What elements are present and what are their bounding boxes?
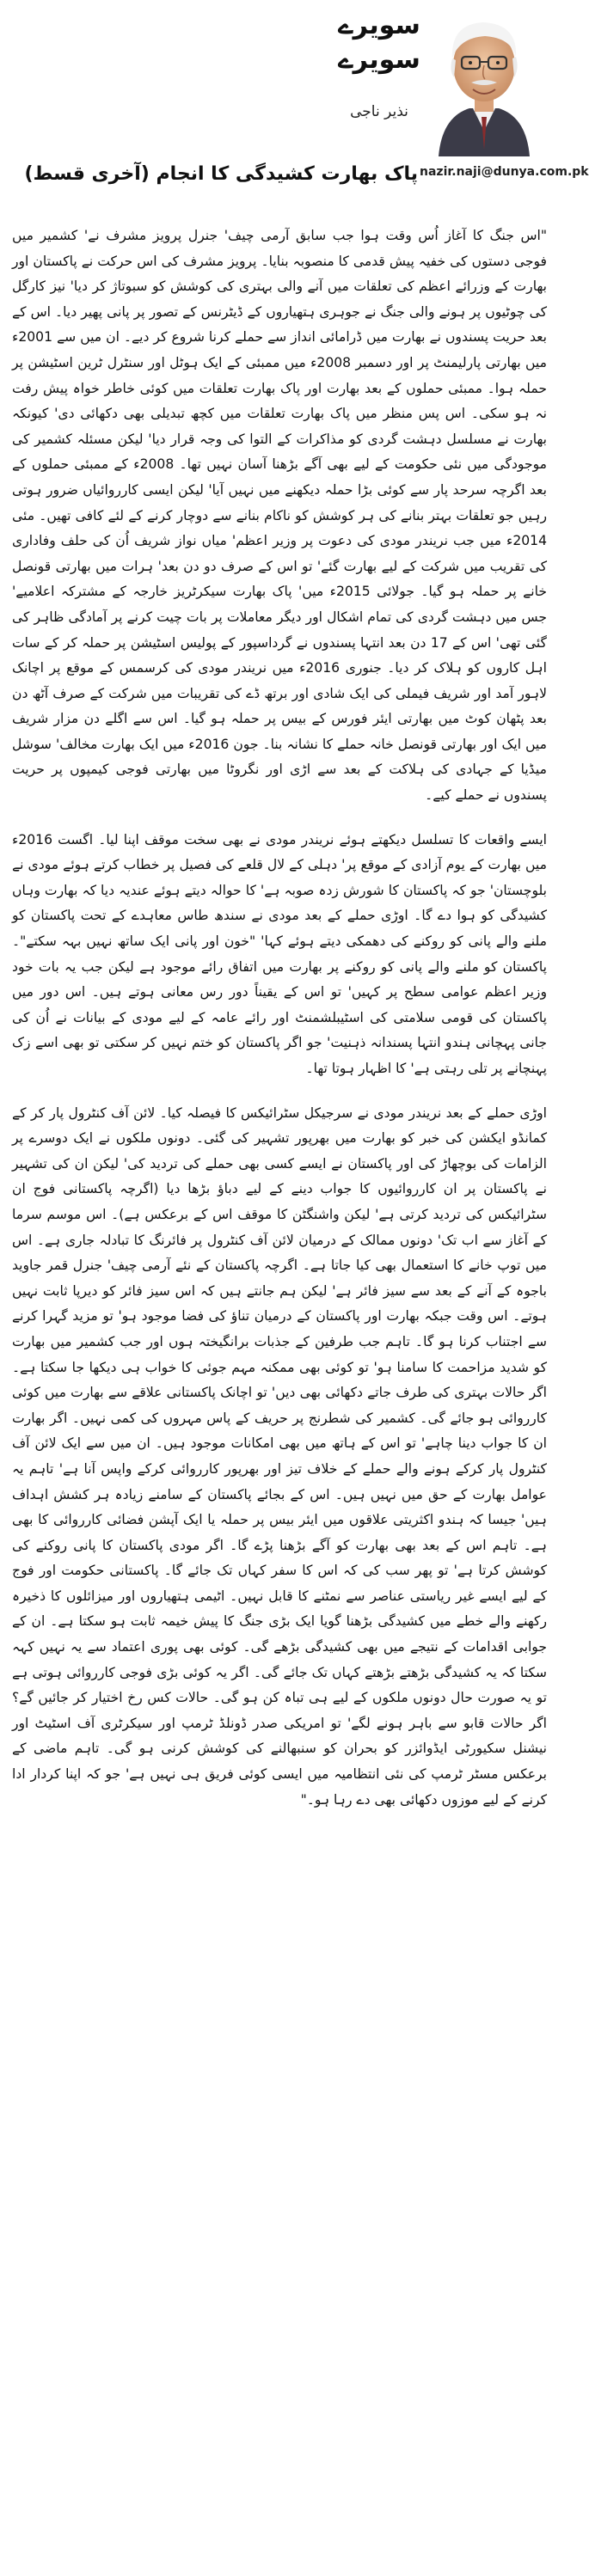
author-photo bbox=[433, 3, 535, 156]
author-name: نذیر ناجی bbox=[350, 103, 408, 120]
article-headline: پاک بھارت کشیدگی کا انجام (آخری قسط) bbox=[24, 163, 418, 185]
author-portrait-image bbox=[433, 3, 535, 156]
column-logo bbox=[337, 9, 421, 88]
column-masthead bbox=[12, 0, 589, 203]
article-paragraph-2: ایسے واقعات کا تسلسل دیکھتے ہوئے نریندر مودی نے بھی سخت موقف اپنا لیا۔ اگست 2016ء میں بھارت کے یوم آزادی کے موقع پر' دہلی کے لال قلعے کی فصیل پر خطاب کرتے ہوئے مودی نے بلوچستان' جو کہ پاکستان کا شورش زدہ صوبہ ہے' کا حوالہ دیتے ہوئے عندیہ دیا کہ بھارت وہاں کشیدگی کو ہوا دے گا۔ اوڑی حملے کے بعد مودی نے سندھ طاس معاہدے کے تحت پاکستان کو ملنے والے پانی کو روکنے کی دھمکی دیتے ہوئے کہا' "خون اور پانی ایک ساتھ نہیں بہہ سکتے"۔ پاکستان کو ملنے والے پانی کو روکنے پر بھارت میں اتفاق رائے موجود ہے لیکن جب یہ بات خود وزیر اعظم عوامی سطح پر کہیں' تو اس کے یقیناً دور رس معانی ہوتے ہیں۔ اس دور میں پاکستان کی قومی سلامتی کی اسٹیبلشمنٹ اور رائے عامہ کے لیے مودی کے بیانات نے اُن کی جانی پہچانی ہندو انتہا پسندانہ ذہنیت' جو اگر پاکستان کو ختم نہیں کر سکتی تو بھی اسے زک پہنچانے پر تلی رہتی ہے' کا اظہار ہوتا تھا۔ bbox=[12, 831, 547, 1076]
article-paragraph-1: "اس جنگ کا آغاز اُس وقت ہوا جب سابق آرمی چیف' جنرل پرویز مشرف نے' کشمیر میں فوجی دستوں کی خفیہ پیش قدمی کا منصوبہ بنایا۔ پرویز مشرف کی اس حرکت نے پاکستان اور بھارت کے وزرائے اعظم کی تعلقات میں آنے والی بہتری کی کوشش کو سبوتاژ کر دیا' نیز کارگل کی چوٹیوں پر ہونے والی جنگ نے جوہری ہتھیاروں کے ڈیٹرنس کے تصور پر پانی پھیر دیا۔ اس کے بعد حریت پسندوں نے بھارت میں ڈرامائی انداز سے حملے کرنا شروع کر دیے۔ ان میں سے 2001ء میں بھارتی پارلیمنٹ پر اور دسمبر 2008ء میں ممبئی کے ایک ہوٹل اور سنٹرل ٹرین اسٹیشن پر حملہ ہوا۔ ممبئی حملوں کے بعد بھارت اور پاک بھارت تعلقات میں کوئی خاطر خواہ پیش رفت نہ ہو سکی۔ اس پس منظر میں پاک بھارت تعلقات میں کچھ تبدیلی بھی دکھائی دی' کیونکہ بھارت نے مسلسل دہشت گردی کو مذاکرات کے التوا کی وجہ قرار دیا' لیکن مسئلہ کشمیر کی موجودگی میں نئی حکومت کے لیے بھی آگے بڑھنا آسان نہیں تھا۔ 2008ء کے ممبئی حملوں کے بعد اگرچہ سرحد پار سے کوئی بڑا حملہ دیکھنے میں نہیں آیا' لیکن ایسی کارروائیاں ضرور ہوتی رہیں جو تعلقات بہتر بنانے کی ہر کوشش کو ناکام بنانے سے دوچار کرنے کے لئے کافی تھیں۔ مئی 2014ء میں جب نریندر مودی کی دعوت پر وزیر اعظم' میاں نواز شریف اُن کی حلف وفاداری کی تقریب میں شرکت کے لیے بھارت گئے' تو اس کے صرف دو دن بعد' ہرات میں بھارتی قونصل خانے پر حملہ ہو گیا۔ جولائی 2015ء میں' پاک بھارت سیکرٹریز خارجہ کے مشترکہ اعلامیے' جس میں دہشت گردی کی تمام اشکال اور دیگر معاملات پر بات چیت کرنے پر آمادگی ظاہر کی گئی تھی' اس کے 17 دن بعد انتہا پسندوں نے گرداسپور کے پولیس اسٹیشن پر حملہ کر کے سات اہل کاروں کو ہلاک کر دیا۔ جنوری 2016ء میں نریندر مودی کی کرسمس کے موقع پر اچانک لاہور آمد اور شریف فیملی کی ایک شادی اور برتھ ڈے کی تقریبات میں شرکت کے صرف آٹھ دن بعد پٹھان کوٹ میں بھارتی ایئر فورس کے بیس پر حملہ ہو گیا۔ اس سے اگلے دن مزار شریف میں ایک اور بھارتی قونصل خانہ حملے کا نشانہ بنا۔ جون 2016ء میں ایک بھارت مخالف' سوشل میڈیا کے جہادی کی ہلاکت کے بعد سے اڑی اور نگروٹا میں بھارتی فوجی کیمپوں پر حریت پسندوں نے حملے کیے۔ bbox=[12, 228, 547, 804]
article-body bbox=[12, 203, 547, 1813]
article-paragraph-3: اوڑی حملے کے بعد نریندر مودی نے سرجیکل سٹرائیکس کا فیصلہ کیا۔ لائن آف کنٹرول پار کر کے کمانڈو ایکشن کی خبر کو بھارت میں بھرپور تشہیر کی گئی۔ دونوں ملکوں نے ایک دوسرے پر الزامات کی بوچھاڑ کی اور پاکستان نے ایسے کسی بھی حملے کی تردید کی' لیکن ان کی تشہیر نے پاکستان پر ان کارروائیوں کا جواب دینے کے لیے دباؤ بڑھا دیا (اگرچہ پاکستانی فوج ان سٹرائیکس کی تردید کرتی ہے' لیکن واشنگٹن کا موقف اس کے برعکس ہے)۔ اس موسم سرما کے آغاز سے اب تک' دونوں ممالک کے درمیان لائن آف کنٹرول پر فائرنگ کا تبادلہ جاری ہے۔ اس میں توپ خانے کا استعمال بھی کیا جاتا ہے۔ اگرچہ پاکستان کے نئے آرمی چیف' جنرل قمر جاوید باجوہ کے آنے کے بعد سے سیز فائر ہے' لیکن ہم جانتے ہیں کہ اس سیز فائر کو دیرپا ثابت نہیں ہوتے۔ اس وقت جبکہ بھارت اور پاکستان کے درمیان تناؤ کی فضا موجود ہو' تو مزید گہرا کرنے سے اجتناب کرنا ہو گا۔ تاہم جب طرفین کے جذبات برانگیختہ ہوں اور جب کشمیر میں بھارت کو شدید مزاحمت کا سامنا ہو' تو کوئی بھی ممکنہ مہم جوئی کا خواب ہی دیکھا جا سکتا ہے۔ اگر حالات بہتری کی طرف جاتے دکھائی بھی دیں' تو اچانک پاکستانی علاقے سے بھارت میں کوئی کارروائی ہو جائے گی۔ کشمیر کی شطرنج پر حریف کے پاس مہروں کی کمی نہیں۔ اگر بھارت ان کا جواب دینا چاہے' تو اس کے ہاتھ میں بھی امکانات موجود ہیں۔ ان میں سے ایک لائن آف کنٹرول پار کرکے ہونے والے حملے کے خلاف تیز اور بھرپور کارروائی کرکے واپس آنا ہے' تاہم یہ عوامل بھارت کے حق میں نہیں ہیں۔ اس کے بجائے پاکستان کے سامنے زیادہ ہر کشش اہداف ہیں' جیسا کہ ہندو اکثریتی علاقوں میں ایئر بیس پر حملہ یا ایک آپشن فضائی کارروائی کا بھی ہے۔ تاہم اس کے بعد بھی بھارت کو آگے بڑھنا پڑے گا۔ اگر مودی پاکستان کا پانی روکنے کی کوشش کرتا ہے' تو پھر سب کی کہ اس کا سفر کہاں تک جائے گا۔ پاکستانی حکومت اور فوج کے لیے ایسے غیر ریاستی عناصر سے نمٹنے کا قابل نہیں۔ اٹیمی ہتھیاروں اور میزائلوں کا ذخیرہ رکھنے والے خطے میں کشیدگی بڑھنا گویا ایک بڑی جنگ کا پیش خیمہ ثابت ہو سکتا ہے۔ ان کے جوابی اقدامات کے نتیجے میں بھی کشیدگی بڑھے گی۔ کوئی بھی پوری اعتماد سے یہ نہیں کہہ سکتا کہ یہ کشیدگی بڑھتے بڑھتے کہاں تک جائے گی۔ اگر یہ کوئی بڑی فوجی کارروائی ہوتی ہے تو یہ صورت حال دونوں ملکوں کے لیے ہی تباہ کن ہو گی۔ حالات کس رخ اختیار کر جائیں گے؟ اگر حالات قابو سے باہر ہونے لگے' تو امریکی صدر ڈونلڈ ٹرمپ اور سیکرٹری آف اسٹیٹ اور نیشنل سکیورٹی ایڈوائزر کو بحران کو سنبھالنے کی کوشش کرنی ہو گی۔ تاہم ماضی کے برعکس مسٹر ٹرمپ کی نئی انتظامیہ میں ایسی کوئی فریق ہی نہیں ہے' جو کہ اپنا کردار ادا کرنے کے لیے موزوں دکھائی بھی دے رہا ہو۔" bbox=[12, 1104, 547, 1808]
author-email: nazir.naji@dunya.com.pk bbox=[420, 165, 589, 179]
column-logo-line1: سویرے bbox=[338, 10, 420, 40]
column-logo-line2: سویرے bbox=[338, 45, 420, 75]
